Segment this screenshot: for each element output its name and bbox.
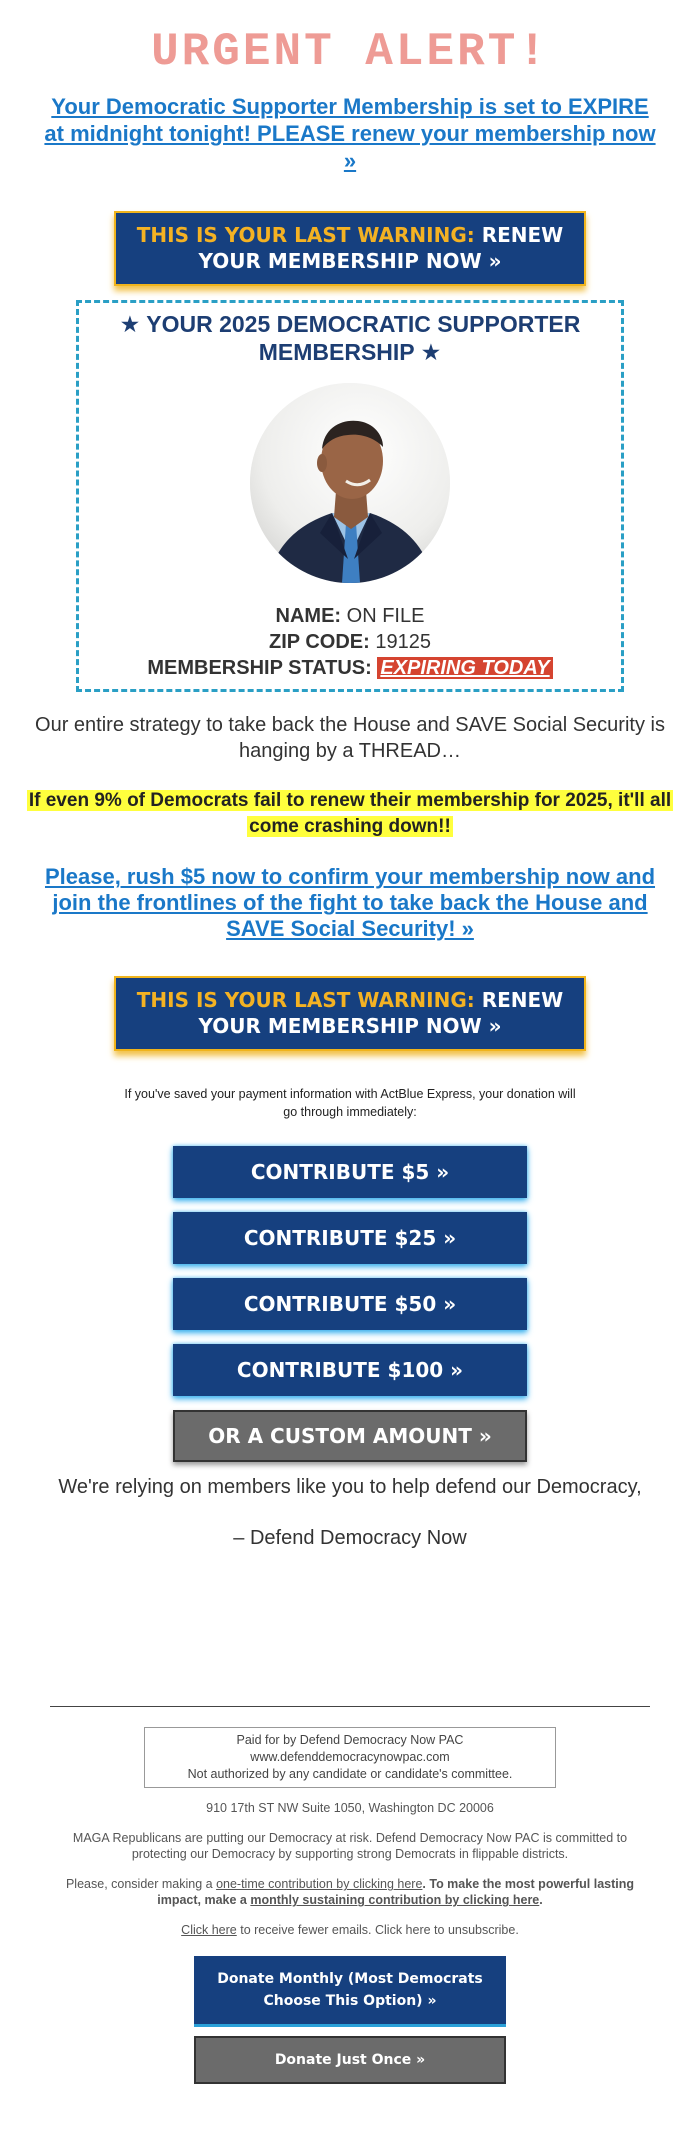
consider-middle: . To make the most powerful lasting impact, make a xyxy=(157,1877,635,1908)
expiring-status-badge: EXPIRING TODAY xyxy=(377,657,552,679)
membership-card xyxy=(76,300,624,692)
fewer-emails-link[interactable]: Click here xyxy=(181,1923,237,1938)
contribute-100-button[interactable]: CONTRIBUTE $100 » xyxy=(173,1344,527,1396)
urgent-alert-title: URGENT ALERT! xyxy=(151,26,549,78)
last-warning-highlight: THIS IS YOUR LAST WARNING: xyxy=(136,223,475,248)
expire-renew-link[interactable]: Your Democratic Supporter Membership is set to EXPIRE at midnight tonight! PLEASE renew your membership now » xyxy=(44,94,656,173)
donate-monthly-button[interactable]: Donate Monthly (Most Democrats Choose This Option) » xyxy=(194,1956,506,2024)
rush-donation-link[interactable]: Please, rush $5 now to confirm your membership now and join the frontlines of the fight to take back the House and SAVE Social Security! » xyxy=(44,864,656,942)
fewer-emails-text: to receive fewer emails. Click here to unsubscribe. xyxy=(236,1923,519,1938)
consider-contribution-text xyxy=(50,1876,650,1908)
portrait-illustration xyxy=(250,383,450,583)
status-row xyxy=(79,655,621,681)
monthly-contribution-link[interactable]: monthly sustaining contribution by clicking here xyxy=(250,1893,540,1908)
contribution-buttons xyxy=(0,1146,700,1462)
contribute-5-button[interactable]: CONTRIBUTE $5 » xyxy=(173,1146,527,1198)
contribute-50-button[interactable]: CONTRIBUTE $50 » xyxy=(173,1278,527,1330)
last-warning-highlight: THIS IS YOUR LAST WARNING: xyxy=(136,988,475,1013)
donate-once-button[interactable]: Donate Just Once » xyxy=(194,2036,506,2084)
footer-divider xyxy=(50,1706,650,1707)
contribute-25-button[interactable]: CONTRIBUTE $25 » xyxy=(173,1212,527,1264)
zip-value: 19125 xyxy=(375,630,431,653)
one-time-contribution-link[interactable]: one-time contribution by clicking here xyxy=(216,1877,423,1892)
email-preferences-text xyxy=(50,1922,650,1938)
zip-label: ZIP CODE: xyxy=(269,630,370,653)
membership-details xyxy=(79,603,621,681)
last-warning-label: RENEW YOUR MEMBERSHIP NOW » xyxy=(198,223,564,274)
last-warning-button-bottom[interactable] xyxy=(114,976,586,1051)
custom-amount-button[interactable]: OR A CUSTOM AMOUNT » xyxy=(173,1410,527,1462)
name-label: NAME: xyxy=(275,604,342,627)
not-authorized-text: Not authorized by any candidate or candidate's committee. xyxy=(187,1767,513,1782)
last-warning-label: RENEW YOUR MEMBERSHIP NOW » xyxy=(198,988,564,1039)
actblue-express-note: If you've saved your payment information with ActBlue Express, your donation will go through immediately: xyxy=(124,1087,576,1120)
consider-suffix: . xyxy=(539,1893,543,1908)
closing-line: We're relying on members like you to help defend our Democracy, xyxy=(58,1476,642,1499)
zip-row xyxy=(79,629,621,655)
consider-prefix: Please, consider making a xyxy=(65,1877,217,1892)
strategy-paragraph: Our entire strategy to take back the House and SAVE Social Security is hanging by a THREAD… xyxy=(35,714,665,763)
mission-statement: MAGA Republicans are putting our Democracy at risk. Defend Democracy Now PAC is committed to protecting our Democracy by supporting strong Democrats in flippable districts. xyxy=(72,1831,628,1862)
paid-for-disclaimer xyxy=(144,1727,556,1788)
status-label: MEMBERSHIP STATUS: xyxy=(147,656,372,679)
member-portrait-photo xyxy=(250,383,450,583)
last-warning-button-top[interactable] xyxy=(114,211,586,286)
website-text: www.defenddemocracynowpac.com xyxy=(250,1750,450,1765)
paid-by-text: Paid for by Defend Democracy Now PAC xyxy=(236,1733,464,1748)
name-row xyxy=(79,603,621,629)
mailing-address: 910 17th ST NW Suite 1050, Washington DC 20006 xyxy=(206,1801,494,1816)
highlight-paragraph xyxy=(10,788,690,840)
membership-card-title: ★ YOUR 2025 DEMOCRATIC SUPPORTER MEMBERSHIP ★ xyxy=(119,311,581,366)
highlight-text: If even 9% of Democrats fail to renew their membership for 2025, it'll all come crashing down!! xyxy=(28,790,672,838)
signature: – Defend Democracy Now xyxy=(233,1527,467,1550)
name-value: ON FILE xyxy=(346,604,425,627)
